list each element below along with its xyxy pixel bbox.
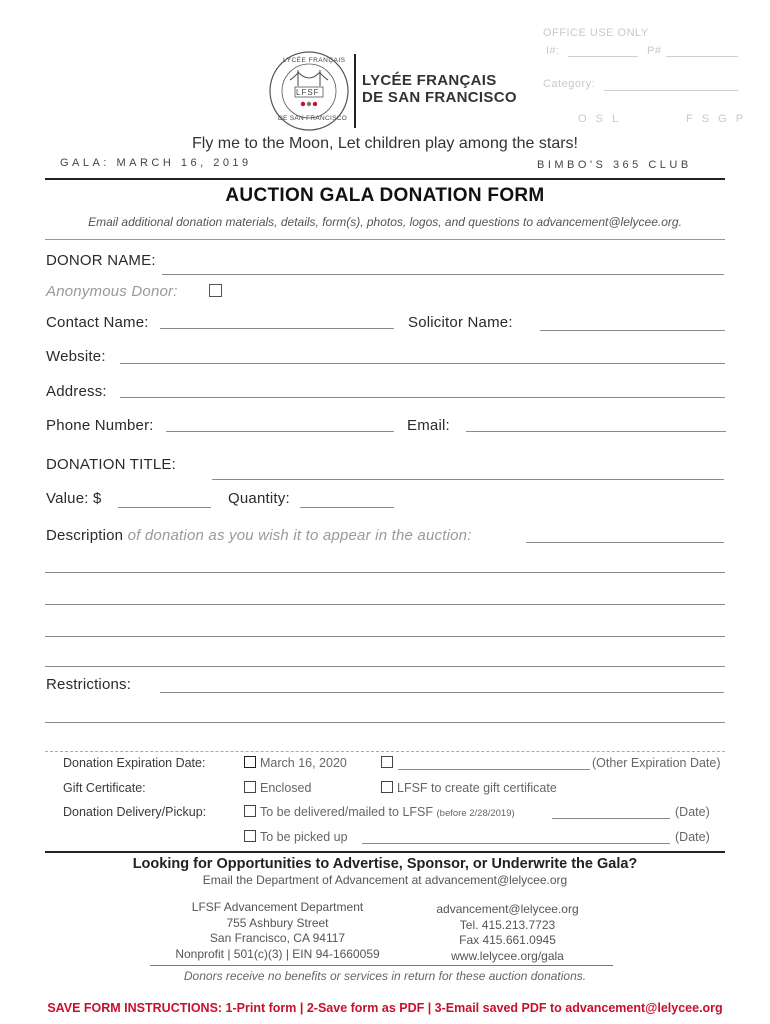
- donation-title-field[interactable]: [212, 479, 724, 480]
- contact-name-label: Contact Name:: [46, 314, 149, 331]
- picked-up-checkbox[interactable]: [244, 830, 256, 842]
- delivery-label: Donation Delivery/Pickup:: [63, 805, 207, 819]
- office-id-label: I#:: [546, 45, 560, 57]
- before-date-note: (before 2/28/2019): [436, 808, 515, 819]
- delivered-date-field[interactable]: [552, 818, 670, 819]
- website-label: Website:: [46, 348, 106, 365]
- description-text: Description: [46, 527, 124, 544]
- seal-top-text: LYCÉE FRANÇAIS: [283, 57, 346, 64]
- donor-name-field[interactable]: [162, 274, 724, 275]
- delivered-label: To be delivered/mailed to LFSF: [260, 805, 434, 819]
- description-field-3[interactable]: [45, 604, 725, 605]
- office-osl: O S L: [578, 113, 622, 125]
- picked-up-date-field[interactable]: [362, 843, 670, 844]
- footer-rule: [150, 965, 613, 966]
- expiration-default-checkbox[interactable]: [244, 756, 256, 768]
- donor-name-label: DONOR NAME:: [46, 252, 156, 269]
- gift-certificate-label: Gift Certificate:: [63, 781, 146, 795]
- description-field-5[interactable]: [45, 666, 725, 667]
- delivered-option[interactable]: [244, 805, 515, 819]
- disclaimer: Donors receive no benefits or services in return for these auction donations.: [183, 969, 587, 983]
- expiration-label: Donation Expiration Date:: [63, 756, 206, 770]
- address-line-4: Nonprofit | 501(c)(3) | EIN 94-1660059: [175, 946, 380, 961]
- expiration-default-option[interactable]: [244, 756, 347, 770]
- office-p-label: P#: [647, 45, 662, 57]
- logo-name-line2: DE SAN FRANCISCO: [362, 89, 517, 106]
- office-id-field[interactable]: [568, 56, 638, 57]
- header-rule: [45, 178, 725, 180]
- sponsor-heading: Looking for Opportunities to Advertise, Sponsor, or Underwrite the Gala?: [132, 856, 638, 872]
- contact-website[interactable]: www.lelycee.org/gala: [451, 948, 564, 963]
- phone-field[interactable]: [166, 431, 394, 432]
- enclosed-checkbox[interactable]: [244, 781, 256, 793]
- quantity-label: Quantity:: [228, 490, 290, 507]
- restrictions-field-2[interactable]: [45, 722, 725, 723]
- description-field-2[interactable]: [45, 572, 725, 573]
- lfsf-create-checkbox[interactable]: [381, 781, 393, 793]
- donation-title-label: DONATION TITLE:: [46, 456, 176, 473]
- tagline: Fly me to the Moon, Let children play among the stars!: [192, 135, 578, 152]
- options-rule: [45, 851, 725, 853]
- description-italic: of donation as you wish it to appear in the auction:: [127, 527, 472, 544]
- logo-name-line1: LYCÉE FRANÇAIS: [362, 72, 497, 89]
- address-line-2: 755 Ashbury Street: [226, 915, 329, 930]
- office-category-label: Category:: [543, 78, 596, 90]
- description-field-1[interactable]: [526, 542, 724, 543]
- website-field[interactable]: [120, 363, 725, 364]
- seal-bottom-text: DE SAN FRANCISCO: [278, 115, 348, 122]
- phone-label: Phone Number:: [46, 417, 154, 434]
- venue: BIMBO'S 365 CLUB: [537, 159, 692, 171]
- office-category-field[interactable]: [604, 90, 738, 91]
- seal-center-text: LFSF: [296, 88, 320, 97]
- other-expiration-field[interactable]: [398, 769, 590, 770]
- value-label: Value: $: [46, 490, 102, 507]
- delivered-checkbox[interactable]: [244, 805, 256, 817]
- contact-fax: Fax 415.661.0945: [459, 933, 556, 947]
- picked-up-date-label: (Date): [675, 830, 710, 844]
- contact-email[interactable]: advancement@lelycee.org: [436, 902, 579, 916]
- office-use-title: OFFICE USE ONLY: [543, 27, 649, 39]
- email-field[interactable]: [466, 431, 726, 432]
- description-label: [46, 527, 472, 544]
- footer-address: [150, 900, 405, 962]
- restrictions-field-1[interactable]: [160, 692, 724, 693]
- save-instructions: SAVE FORM INSTRUCTIONS: 1-Print form | 2-Save form as PDF | 3-Email saved PDF to advancement@lelycee.org: [47, 1001, 723, 1015]
- enclosed-label: Enclosed: [260, 781, 312, 795]
- footer-contact: [420, 902, 595, 964]
- gala-date: GALA: MARCH 16, 2019: [60, 157, 252, 169]
- delivered-date-label: (Date): [675, 805, 710, 819]
- description-field-4[interactable]: [45, 636, 725, 637]
- restrictions-label: Restrictions:: [46, 676, 132, 693]
- value-field[interactable]: [118, 507, 211, 508]
- other-expiration-option[interactable]: [381, 756, 397, 770]
- anonymous-donor-label: Anonymous Donor:: [46, 283, 178, 300]
- address-line-3: San Francisco, CA 94117: [209, 931, 346, 945]
- address-label: Address:: [46, 383, 107, 400]
- title-rule: [45, 239, 725, 240]
- expiration-date: March 16, 2020: [260, 756, 347, 770]
- lfsf-create-option[interactable]: [381, 781, 557, 795]
- address-field[interactable]: [120, 397, 725, 398]
- contact-tel: Tel. 415.213.7723: [459, 917, 556, 932]
- other-expiration-checkbox[interactable]: [381, 756, 393, 768]
- quantity-field[interactable]: [300, 507, 394, 508]
- email-label: Email:: [407, 417, 450, 434]
- sponsor-subheading: Email the Department of Advancement at advancement@lelycee.org: [202, 873, 568, 887]
- solicitor-name-field[interactable]: [540, 330, 725, 331]
- address-line-1: LFSF Advancement Department: [191, 900, 364, 914]
- restrictions-field-3[interactable]: [45, 751, 725, 752]
- contact-name-field[interactable]: [160, 328, 394, 329]
- office-fsgp: F S G P: [686, 113, 747, 125]
- logo-divider: [354, 54, 356, 128]
- office-p-field[interactable]: [666, 56, 738, 57]
- form-title: AUCTION GALA DONATION FORM: [225, 185, 545, 206]
- anonymous-checkbox[interactable]: [209, 284, 222, 297]
- picked-up-option[interactable]: [244, 830, 348, 844]
- other-expiration-label: (Other Expiration Date): [592, 756, 721, 770]
- picked-up-label: To be picked up: [260, 830, 348, 844]
- enclosed-option[interactable]: [244, 781, 311, 795]
- lfsf-create-label: LFSF to create gift certificate: [397, 781, 557, 795]
- solicitor-name-label: Solicitor Name:: [408, 314, 513, 331]
- email-note: Email additional donation materials, details, form(s), photos, logos, and questions to advancement@lelycee.org.: [88, 215, 682, 229]
